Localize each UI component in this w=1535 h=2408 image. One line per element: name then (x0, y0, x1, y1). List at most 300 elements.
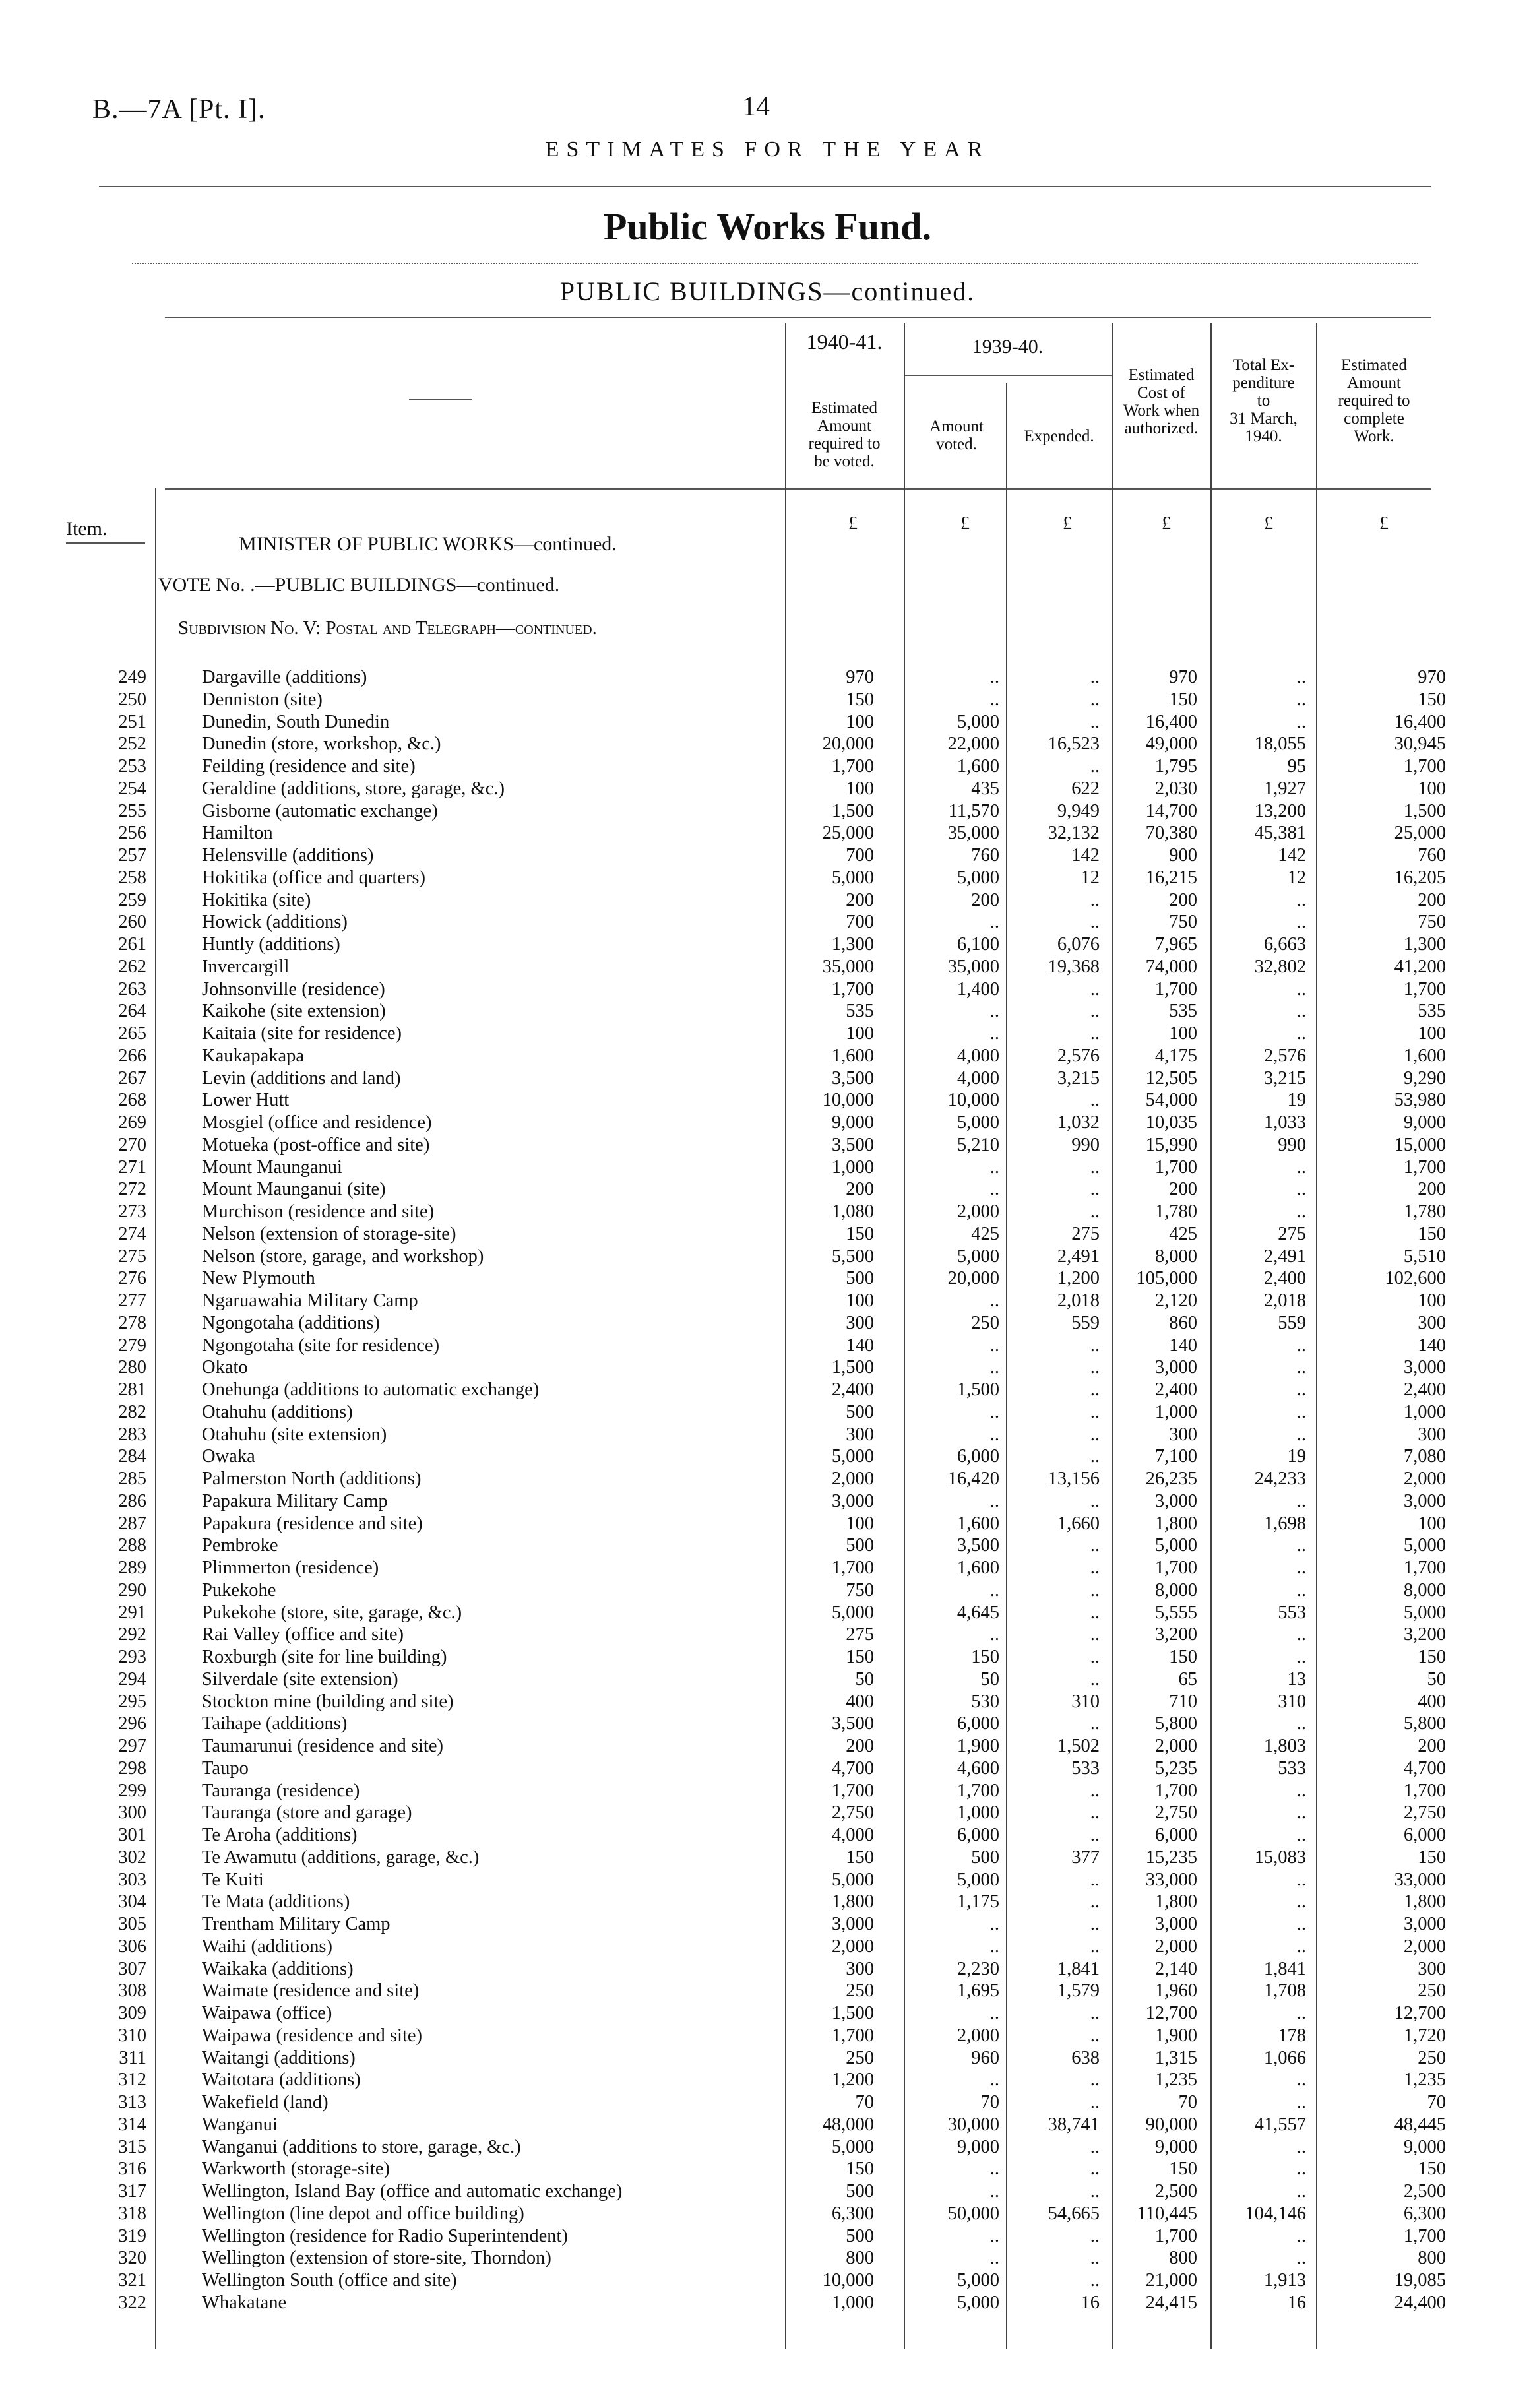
value-col-1: 150 (846, 689, 874, 710)
item-description: Roxburgh (site for line building) (202, 1647, 447, 1667)
table-row (0, 1869, 1535, 1891)
value-col-2: 530 (971, 1691, 999, 1712)
value-col-1: 5,000 (831, 1446, 874, 1467)
col6-line4: complete (1344, 410, 1404, 428)
table-row (0, 2136, 1535, 2159)
item-number: 318 (118, 2203, 146, 2224)
item-description: Otahuhu (additions) (202, 1401, 353, 1422)
value-col-5: 19 (1287, 1090, 1306, 1111)
page-number: 14 (742, 92, 770, 122)
col-expended (1008, 428, 1110, 445)
table-row (0, 1579, 1535, 1602)
value-col-6: 12,700 (1394, 2003, 1446, 2023)
value-col-3: .. (1090, 1001, 1100, 1022)
value-col-5: .. (1296, 1624, 1306, 1645)
value-col-3: .. (1090, 1914, 1100, 1934)
currency-col4: £ (1162, 513, 1171, 534)
value-col-2: 960 (971, 2047, 999, 2068)
value-col-4: 2,000 (1154, 1736, 1197, 1756)
value-col-3: 19,368 (1048, 956, 1100, 977)
item-description: Tauranga (residence) (202, 1780, 360, 1801)
value-col-1: 150 (846, 1647, 874, 1667)
value-col-6: 250 (1418, 2047, 1446, 2068)
item-number: 268 (118, 1090, 146, 1111)
table-row (0, 1312, 1535, 1335)
value-col-2: 4,000 (956, 1067, 999, 1089)
value-col-1: 1,700 (831, 2025, 874, 2046)
value-col-2: 22,000 (947, 734, 999, 755)
item-description: Kaukapakapa (202, 1045, 305, 1066)
value-col-2: 35,000 (947, 956, 999, 977)
table-row (0, 2247, 1535, 2269)
col2-line1: Amount (929, 418, 984, 435)
table-row (0, 934, 1535, 956)
item-description: Gisborne (automatic exchange) (202, 800, 438, 821)
table-row (0, 1134, 1535, 1156)
item-description: Geraldine (additions, store, garage, &c.) (202, 778, 505, 799)
value-col-6: 200 (1418, 1736, 1446, 1756)
value-col-4: 1,800 (1154, 1513, 1197, 1534)
value-col-5: .. (1296, 1379, 1306, 1400)
value-col-6: 6,300 (1403, 2203, 1446, 2224)
item-description: Murchison (residence and site) (202, 1201, 435, 1222)
item-description: Warkworth (storage-site) (202, 2159, 390, 2180)
item-number: 256 (118, 823, 146, 844)
col1-line4: be voted. (814, 453, 875, 470)
value-col-2: 5,000 (956, 711, 999, 732)
value-col-3: .. (1090, 1891, 1100, 1913)
value-col-3: .. (1090, 1668, 1100, 1690)
col-estimated-complete (1318, 356, 1430, 445)
value-col-2: 1,600 (956, 1558, 999, 1578)
item-description: Nelson (store, garage, and workshop) (202, 1246, 484, 1267)
value-col-6: 1,500 (1403, 800, 1446, 821)
value-col-6: 150 (1418, 1647, 1446, 1667)
value-col-1: 300 (846, 1958, 874, 1979)
value-col-1: 2,000 (831, 1469, 874, 1489)
item-description: Ngaruawahia Military Camp (202, 1290, 418, 1311)
value-col-1: 700 (846, 845, 874, 866)
value-col-2: 425 (971, 1223, 999, 1244)
col-estimated-cost (1113, 366, 1209, 437)
table-row (0, 1958, 1535, 1980)
item-description: Wakefield (land) (202, 2092, 329, 2112)
value-col-3: 1,579 (1057, 1980, 1100, 2002)
value-col-4: 1,315 (1154, 2047, 1197, 2068)
item-number: 282 (118, 1401, 146, 1422)
item-description: Lower Hutt (202, 1090, 290, 1111)
item-description: Waitangi (additions) (202, 2047, 356, 2068)
value-col-1: 1,000 (831, 1156, 874, 1178)
table-row (0, 889, 1535, 912)
item-number: 265 (118, 1023, 146, 1044)
table-row (0, 711, 1535, 734)
value-col-5: 2,576 (1263, 1045, 1306, 1066)
item-description: Wanganui (additions to store, garage, &c.) (202, 2136, 521, 2157)
document-reference: B.—7A [Pt. I]. (92, 94, 266, 125)
value-col-3: 142 (1071, 845, 1100, 866)
value-col-4: 150 (1169, 1647, 1197, 1667)
value-col-4: 1,795 (1154, 756, 1197, 776)
year-1940-41: 1940-41. (806, 330, 883, 354)
value-col-4: 8,000 (1154, 1579, 1197, 1600)
table-row (0, 1780, 1535, 1802)
value-col-1: 100 (846, 1023, 874, 1044)
value-col-2: .. (989, 2070, 999, 2091)
value-col-4: 15,990 (1145, 1134, 1197, 1155)
value-col-1: 5,000 (831, 1602, 874, 1623)
value-col-5: 16 (1287, 2292, 1306, 2313)
value-col-5: 32,802 (1254, 956, 1306, 977)
value-col-4: 750 (1169, 912, 1197, 933)
item-number: 249 (118, 667, 146, 687)
table-row (0, 844, 1535, 867)
value-col-2: 500 (971, 1847, 999, 1868)
value-col-2: 1,000 (956, 1802, 999, 1823)
item-description: Johnsonville (residence) (202, 978, 385, 999)
item-description: Waitotara (additions) (202, 2070, 361, 2091)
item-number: 263 (118, 978, 146, 999)
value-col-4: 65 (1178, 1668, 1197, 1690)
value-col-2: .. (989, 1579, 999, 1600)
title-rule (132, 263, 1418, 264)
value-col-5: .. (1296, 1936, 1306, 1957)
header-divider (409, 399, 472, 400)
table-row (0, 689, 1535, 711)
value-col-4: 1,960 (1154, 1980, 1197, 2002)
value-col-4: 1,900 (1154, 2025, 1197, 2046)
item-number: 259 (118, 889, 146, 910)
table-row (0, 2225, 1535, 2248)
value-col-3: .. (1090, 1401, 1100, 1422)
item-number: 305 (118, 1914, 146, 1934)
value-col-2: .. (989, 1424, 999, 1445)
item-description: Te Awamutu (additions, garage, &c.) (202, 1847, 480, 1868)
value-col-3: 2,576 (1057, 1045, 1100, 1066)
item-description: Howick (additions) (202, 912, 348, 933)
value-col-2: .. (989, 1335, 999, 1356)
value-col-3: 16 (1081, 2292, 1100, 2313)
value-col-4: 15,235 (1145, 1847, 1197, 1868)
value-col-4: 70 (1178, 2092, 1197, 2112)
value-col-3: 990 (1071, 1134, 1100, 1155)
table-row (0, 1067, 1535, 1090)
value-col-6: 70 (1427, 2092, 1446, 2112)
value-col-5: 1,066 (1263, 2047, 1306, 2068)
value-col-3: .. (1090, 1936, 1100, 1957)
value-col-3: .. (1090, 1379, 1100, 1400)
item-description: Taupo (202, 1758, 249, 1779)
value-col-2: 16,420 (947, 1469, 999, 1489)
item-number: 308 (118, 1980, 146, 2002)
value-col-3: .. (1090, 1201, 1100, 1222)
value-col-2: 1,600 (956, 756, 999, 776)
value-col-5: 1,927 (1263, 778, 1306, 799)
value-col-3: .. (1090, 889, 1100, 910)
value-col-4: 1,700 (1154, 1558, 1197, 1578)
value-col-5: 553 (1278, 1602, 1306, 1623)
value-col-5: 310 (1278, 1691, 1306, 1712)
value-col-2: 6,000 (956, 1713, 999, 1734)
value-col-6: 33,000 (1394, 1869, 1446, 1890)
value-col-5: .. (1296, 1490, 1306, 1511)
value-col-2: 4,600 (956, 1758, 999, 1779)
item-number: 307 (118, 1958, 146, 1979)
value-col-5: 24,233 (1254, 1469, 1306, 1489)
value-col-2: .. (989, 1624, 999, 1645)
value-col-3: .. (1090, 1579, 1100, 1600)
value-col-3: 1,200 (1057, 1268, 1100, 1289)
value-col-4: 12,700 (1145, 2003, 1197, 2023)
item-number: 291 (118, 1602, 146, 1623)
value-col-3: .. (1090, 1535, 1100, 1556)
col3-line1: Expended. (1024, 428, 1094, 445)
item-number: 266 (118, 1045, 146, 1066)
col6-line1: Estimated (1341, 356, 1407, 374)
item-description: Levin (additions and land) (202, 1067, 401, 1089)
value-col-1: 300 (846, 1312, 874, 1333)
item-description: Mount Maunganui (site) (202, 1179, 386, 1200)
value-col-1: 2,000 (831, 1936, 874, 1957)
item-description: Taihape (additions) (202, 1713, 348, 1734)
col-amount-voted (907, 418, 1006, 453)
item-header: Item. (66, 518, 108, 540)
item-number: 264 (118, 1001, 146, 1022)
value-col-3: .. (1090, 1558, 1100, 1578)
value-col-1: 48,000 (822, 2114, 874, 2135)
value-col-1: 1,000 (831, 2292, 874, 2313)
value-col-1: 25,000 (822, 823, 874, 844)
currency-col1: £ (848, 513, 858, 534)
item-description: Feilding (residence and site) (202, 756, 416, 776)
value-col-1: 5,000 (831, 2136, 874, 2157)
item-number: 292 (118, 1624, 146, 1645)
value-col-5: 45,381 (1254, 823, 1306, 844)
value-col-6: 2,500 (1403, 2181, 1446, 2202)
table-row (0, 1758, 1535, 1780)
value-col-4: 49,000 (1145, 734, 1197, 755)
value-col-3: 1,841 (1057, 1958, 1100, 1979)
item-number: 276 (118, 1268, 146, 1289)
value-col-1: 800 (846, 2248, 874, 2269)
col6-line5: Work. (1354, 428, 1394, 445)
value-col-5: 104,146 (1245, 2203, 1306, 2224)
value-col-4: 1,700 (1154, 1780, 1197, 1801)
value-col-4: 3,000 (1154, 1490, 1197, 1511)
value-col-4: 6,000 (1154, 1825, 1197, 1845)
value-col-1: 50 (855, 1668, 874, 1690)
value-col-5: .. (1296, 2159, 1306, 2180)
item-description: Waipawa (residence and site) (202, 2025, 422, 2046)
value-col-4: 2,400 (1154, 1379, 1197, 1400)
value-col-6: 5,800 (1403, 1713, 1446, 1734)
value-col-1: 9,000 (831, 1112, 874, 1133)
value-col-4: 5,800 (1154, 1713, 1197, 1734)
value-col-5: 275 (1278, 1223, 1306, 1244)
item-number: 300 (118, 1802, 146, 1823)
value-col-4: 150 (1169, 689, 1197, 710)
value-col-2: 4,645 (956, 1602, 999, 1623)
value-col-6: 1,780 (1403, 1201, 1446, 1222)
value-col-4: 710 (1169, 1691, 1197, 1712)
value-col-1: 1,080 (831, 1201, 874, 1222)
table-row (0, 1045, 1535, 1067)
currency-col2: £ (960, 513, 970, 534)
value-col-3: .. (1090, 1490, 1100, 1511)
table-row (0, 1802, 1535, 1824)
value-col-3: .. (1090, 912, 1100, 933)
value-col-6: 1,700 (1403, 1558, 1446, 1578)
item-description: Dargaville (additions) (202, 667, 367, 687)
item-header-rule (66, 542, 145, 544)
value-col-3: 9,949 (1057, 800, 1100, 821)
value-col-6: 5,510 (1403, 1246, 1446, 1267)
value-col-4: 2,000 (1154, 1936, 1197, 1957)
value-col-4: 425 (1169, 1223, 1197, 1244)
value-col-2: 70 (980, 2092, 999, 2112)
table-row (0, 2047, 1535, 2070)
value-col-3: 638 (1071, 2047, 1100, 2068)
currency-col6: £ (1379, 513, 1389, 534)
table-row (0, 778, 1535, 800)
value-col-5: .. (1296, 1201, 1306, 1222)
item-number: 303 (118, 1869, 146, 1890)
item-description: Kaikohe (site extension) (202, 1001, 386, 1022)
table-row (0, 1267, 1535, 1290)
value-col-3: 275 (1071, 1223, 1100, 1244)
value-col-2: 30,000 (947, 2114, 999, 2135)
value-col-3: .. (1090, 711, 1100, 732)
item-description: Taumarunui (residence and site) (202, 1736, 443, 1756)
value-col-4: 16,215 (1145, 867, 1197, 888)
value-col-6: 102,600 (1385, 1268, 1446, 1289)
value-col-5: 18,055 (1254, 734, 1306, 755)
value-col-2: 1,175 (956, 1891, 999, 1913)
item-description: Te Aroha (additions) (202, 1825, 358, 1845)
value-col-2: 2,230 (956, 1958, 999, 1979)
value-col-3: .. (1090, 2270, 1100, 2291)
vote-heading: VOTE No. .—PUBLIC BUILDINGS—continued. (158, 574, 560, 596)
value-col-6: 200 (1418, 889, 1446, 910)
value-col-2: .. (989, 1357, 999, 1378)
value-col-1: 1,200 (831, 2070, 874, 2091)
value-col-2: .. (989, 2225, 999, 2246)
value-col-1: 1,500 (831, 800, 874, 821)
value-col-4: 150 (1169, 2159, 1197, 2180)
value-col-5: 178 (1278, 2025, 1306, 2046)
item-description: Palmerston North (additions) (202, 1469, 422, 1489)
col2-line2: voted. (936, 435, 977, 453)
value-col-3: 2,491 (1057, 1246, 1100, 1267)
table-row (0, 1223, 1535, 1246)
value-col-4: 140 (1169, 1335, 1197, 1356)
value-col-2: 760 (971, 845, 999, 866)
value-col-2: 6,000 (956, 1446, 999, 1467)
value-col-3: 6,076 (1057, 934, 1100, 955)
value-col-5: 15,083 (1254, 1847, 1306, 1868)
table-row (0, 1646, 1535, 1668)
value-col-1: 10,000 (822, 1090, 874, 1111)
value-col-2: 435 (971, 778, 999, 799)
value-col-3: .. (1090, 2025, 1100, 2046)
value-col-3: .. (1090, 1156, 1100, 1178)
table-row (0, 666, 1535, 689)
value-col-2: 11,570 (948, 800, 999, 821)
value-col-1: 3,000 (831, 1914, 874, 1934)
value-col-2: 3,500 (956, 1535, 999, 1556)
item-number: 321 (118, 2270, 146, 2291)
value-col-4: 970 (1169, 667, 1197, 687)
item-number: 281 (118, 1379, 146, 1400)
item-number: 320 (118, 2248, 146, 2269)
value-col-5: .. (1296, 1023, 1306, 1044)
table-row (0, 978, 1535, 1001)
value-col-4: 110,445 (1137, 2203, 1197, 2224)
item-number: 254 (118, 778, 146, 799)
value-col-3: 54,665 (1048, 2203, 1100, 2224)
value-col-4: 200 (1169, 889, 1197, 910)
item-number: 288 (118, 1535, 146, 1556)
value-col-6: 100 (1418, 1513, 1446, 1534)
item-description: Wellington (extension of store-site, Thorndon) (202, 2248, 551, 2269)
value-col-6: 25,000 (1394, 823, 1446, 844)
value-col-4: 4,175 (1154, 1045, 1197, 1066)
value-col-2: .. (989, 1023, 999, 1044)
value-col-6: 1,700 (1403, 1156, 1446, 1178)
value-col-4: 1,700 (1154, 1156, 1197, 1178)
value-col-6: 800 (1418, 2248, 1446, 2269)
item-number: 258 (118, 867, 146, 888)
item-number: 319 (118, 2225, 146, 2246)
value-col-2: 200 (971, 889, 999, 910)
value-col-6: 1,700 (1403, 2225, 1446, 2246)
value-col-1: 100 (846, 778, 874, 799)
table-row (0, 2069, 1535, 2091)
value-col-5: .. (1296, 1891, 1306, 1913)
value-col-3: 1,502 (1057, 1736, 1100, 1756)
value-col-1: 535 (846, 1001, 874, 1022)
item-number: 271 (118, 1156, 146, 1178)
item-number: 277 (118, 1290, 146, 1311)
col5-line5: 1940. (1245, 428, 1282, 445)
value-col-2: 250 (971, 1312, 999, 1333)
item-description: Trentham Military Camp (202, 1914, 391, 1934)
value-col-6: 150 (1418, 1847, 1446, 1868)
value-col-5: .. (1296, 1558, 1306, 1578)
item-description: Te Mata (additions) (202, 1891, 350, 1913)
value-col-2: 5,000 (956, 1246, 999, 1267)
value-col-1: 2,750 (831, 1802, 874, 1823)
value-col-3: 38,741 (1048, 2114, 1100, 2135)
value-col-1: 10,000 (822, 2270, 874, 2291)
value-col-4: 900 (1169, 845, 1197, 866)
item-number: 309 (118, 2003, 146, 2023)
value-col-2: .. (989, 2159, 999, 2180)
item-number: 250 (118, 689, 146, 710)
value-col-3: .. (1090, 2181, 1100, 2202)
value-col-5: .. (1296, 2136, 1306, 2157)
item-description: Waihi (additions) (202, 1936, 332, 1957)
value-col-3: .. (1090, 1023, 1100, 1044)
value-col-1: 300 (846, 1424, 874, 1445)
table-row (0, 1468, 1535, 1490)
value-col-1: 1,500 (831, 2003, 874, 2023)
value-col-4: 7,100 (1154, 1446, 1197, 1467)
item-number: 317 (118, 2181, 146, 2202)
subdivision-heading: Subdivision No. V: Postal and Telegraph—continued. (178, 618, 597, 639)
section-subtitle (0, 276, 1535, 307)
value-col-2: 4,000 (956, 1045, 999, 1066)
